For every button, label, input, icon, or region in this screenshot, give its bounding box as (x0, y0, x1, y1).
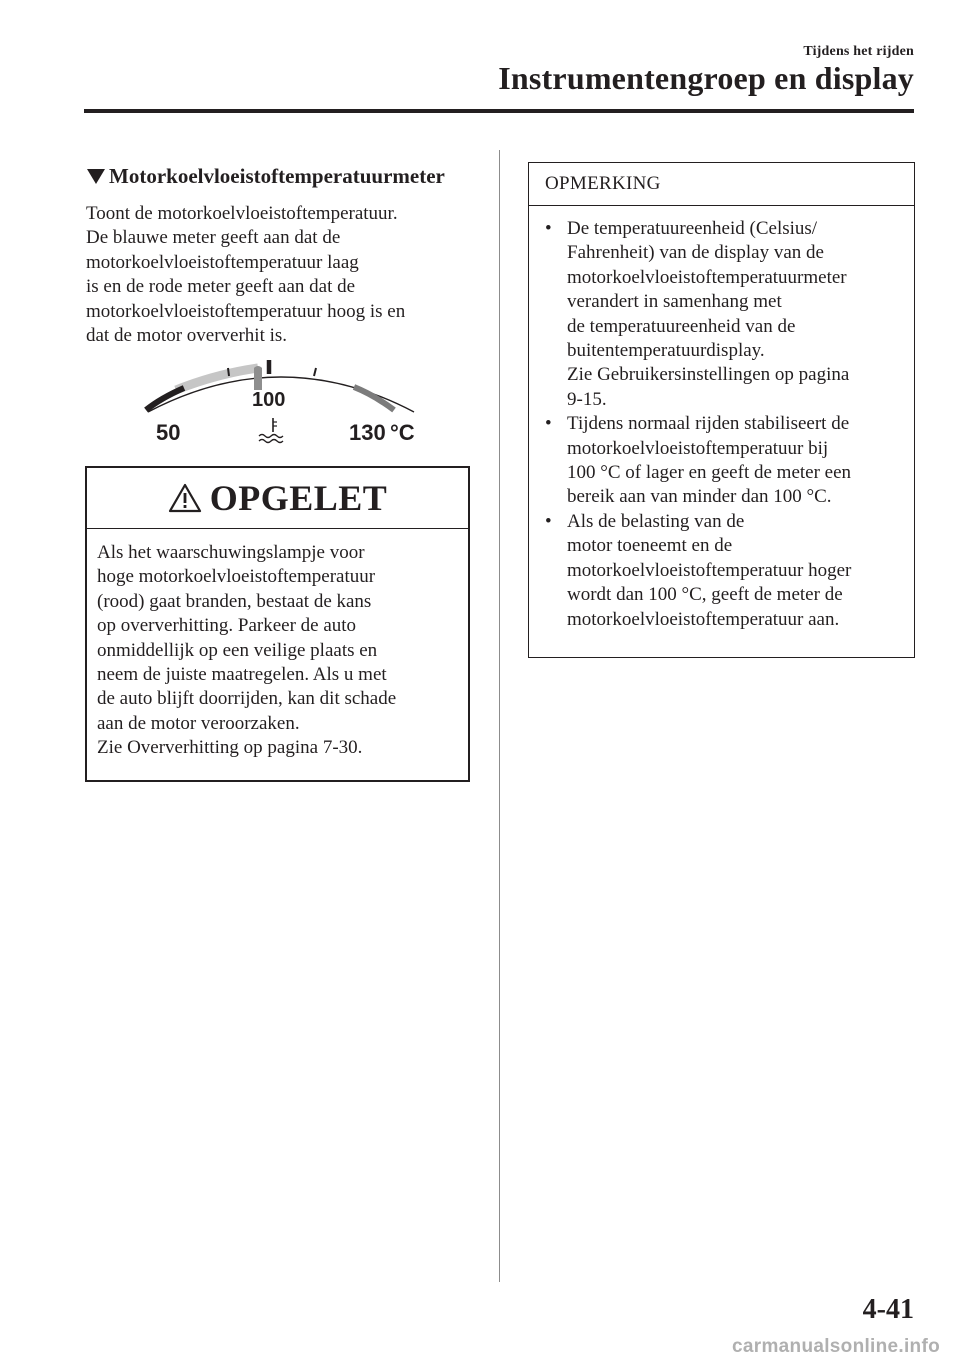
bullet-symbol: • (545, 510, 552, 532)
section-body (86, 202, 486, 348)
body-line: dat de motor oververhit is. (86, 325, 288, 347)
caution-line: (rood) gaat branden, bestaat de kans (97, 590, 372, 612)
gauge-label-min: 50 (156, 420, 181, 445)
watermark: carmanualsonline.info (732, 1336, 940, 1357)
body-line: Toont de motorkoelvloeistoftemperatuur. (86, 203, 398, 224)
chapter-title: Tijdens het rijden (803, 44, 914, 59)
temperature-gauge-illustration (136, 360, 426, 452)
gauge-hot-zone (354, 387, 394, 410)
note-line: motorkoelvloeistoftemperatuur bij (567, 437, 829, 459)
note-line: motor toeneemt en de (567, 535, 733, 557)
coolant-temperature-icon (259, 418, 283, 443)
note-body (529, 206, 914, 632)
header-rule (84, 109, 914, 113)
gauge-label-unit: °C (390, 420, 415, 445)
note-line: Tijdens normaal rijden stabiliseert de (567, 413, 850, 435)
note-line: wordt dan 100 °C, geeft de meter de (567, 584, 843, 606)
note-line: motorkoelvloeistoftemperatuur hoger (567, 559, 852, 581)
body-line: De blauwe meter geeft aan dat de (86, 227, 341, 249)
note-bullet (541, 412, 914, 510)
note-line: De temperatuureenheid (Celsius/ (567, 218, 818, 239)
bullet-symbol: • (545, 218, 552, 239)
caution-label: OPGELET (209, 478, 388, 518)
note-box (528, 162, 915, 658)
gauge-needle (254, 366, 262, 390)
gauge-label-mid: 100 (252, 389, 286, 411)
note-bullet (541, 217, 914, 412)
caution-line: Als het waarschuwingslampje voor (97, 542, 365, 563)
body-line: motorkoelvloeistoftemperatuur hoog is en (86, 300, 406, 322)
note-header: OPMERKING (529, 163, 914, 206)
caution-line: aan de motor veroorzaken. (97, 712, 300, 734)
column-divider (499, 150, 500, 1282)
note-line: de temperatuureenheid van de (567, 315, 796, 337)
note-line: Als de belasting van de (567, 510, 745, 532)
caution-box (85, 466, 470, 782)
gauge-tick (228, 368, 229, 376)
note-line: motorkoelvloeistoftemperatuur aan. (567, 608, 840, 630)
caution-line: onmiddellijk op een veilige plaats en (97, 639, 378, 661)
note-line: 100 °C of lager en geeft de meter een (567, 462, 852, 484)
gauge-tick (314, 368, 316, 376)
caution-line: de auto blijft doorrijden, kan dit schade (97, 688, 397, 710)
section-heading (86, 164, 445, 189)
caution-line: neem de juiste maatregelen. Als u met (97, 664, 387, 686)
caution-line: op oververhitting. Parkeer de auto (97, 615, 357, 637)
caution-header (87, 468, 468, 529)
page-number: 4-41 (862, 1294, 914, 1325)
body-line: motorkoelvloeistoftemperatuur laag (86, 251, 359, 273)
note-line: Zie Gebruikersinstellingen op pagina (567, 364, 850, 386)
note-bullet (541, 510, 914, 632)
note-line: motorkoelvloeistoftemperatuurmeter (567, 266, 847, 288)
note-line: buitentemperatuurdisplay. (567, 340, 765, 362)
note-line: 9-15. (567, 388, 607, 410)
caution-line: Zie Oververhitting op pagina 7-30. (97, 737, 363, 759)
body-line: is en de rode meter geeft aan dat de (86, 276, 356, 298)
gauge-cold-zone (146, 388, 184, 410)
warning-triangle-icon (168, 483, 202, 513)
caution-line: hoge motorkoelvloeistoftemperatuur (97, 566, 376, 588)
gauge-label-max: 130 (349, 420, 386, 445)
page-title: Instrumentengroep en display (498, 60, 914, 96)
note-line: bereik aan van minder dan 100 °C. (567, 486, 832, 508)
section-heading-text: Motorkoelvloeistoftemperatuurmeter (109, 164, 445, 188)
note-line: verandert in samenhang met (567, 291, 782, 313)
bullet-symbol: • (545, 413, 552, 435)
note-line: Fahrenheit) van de display van de (567, 242, 824, 264)
section-marker-icon (87, 169, 105, 184)
caution-text (87, 529, 468, 761)
